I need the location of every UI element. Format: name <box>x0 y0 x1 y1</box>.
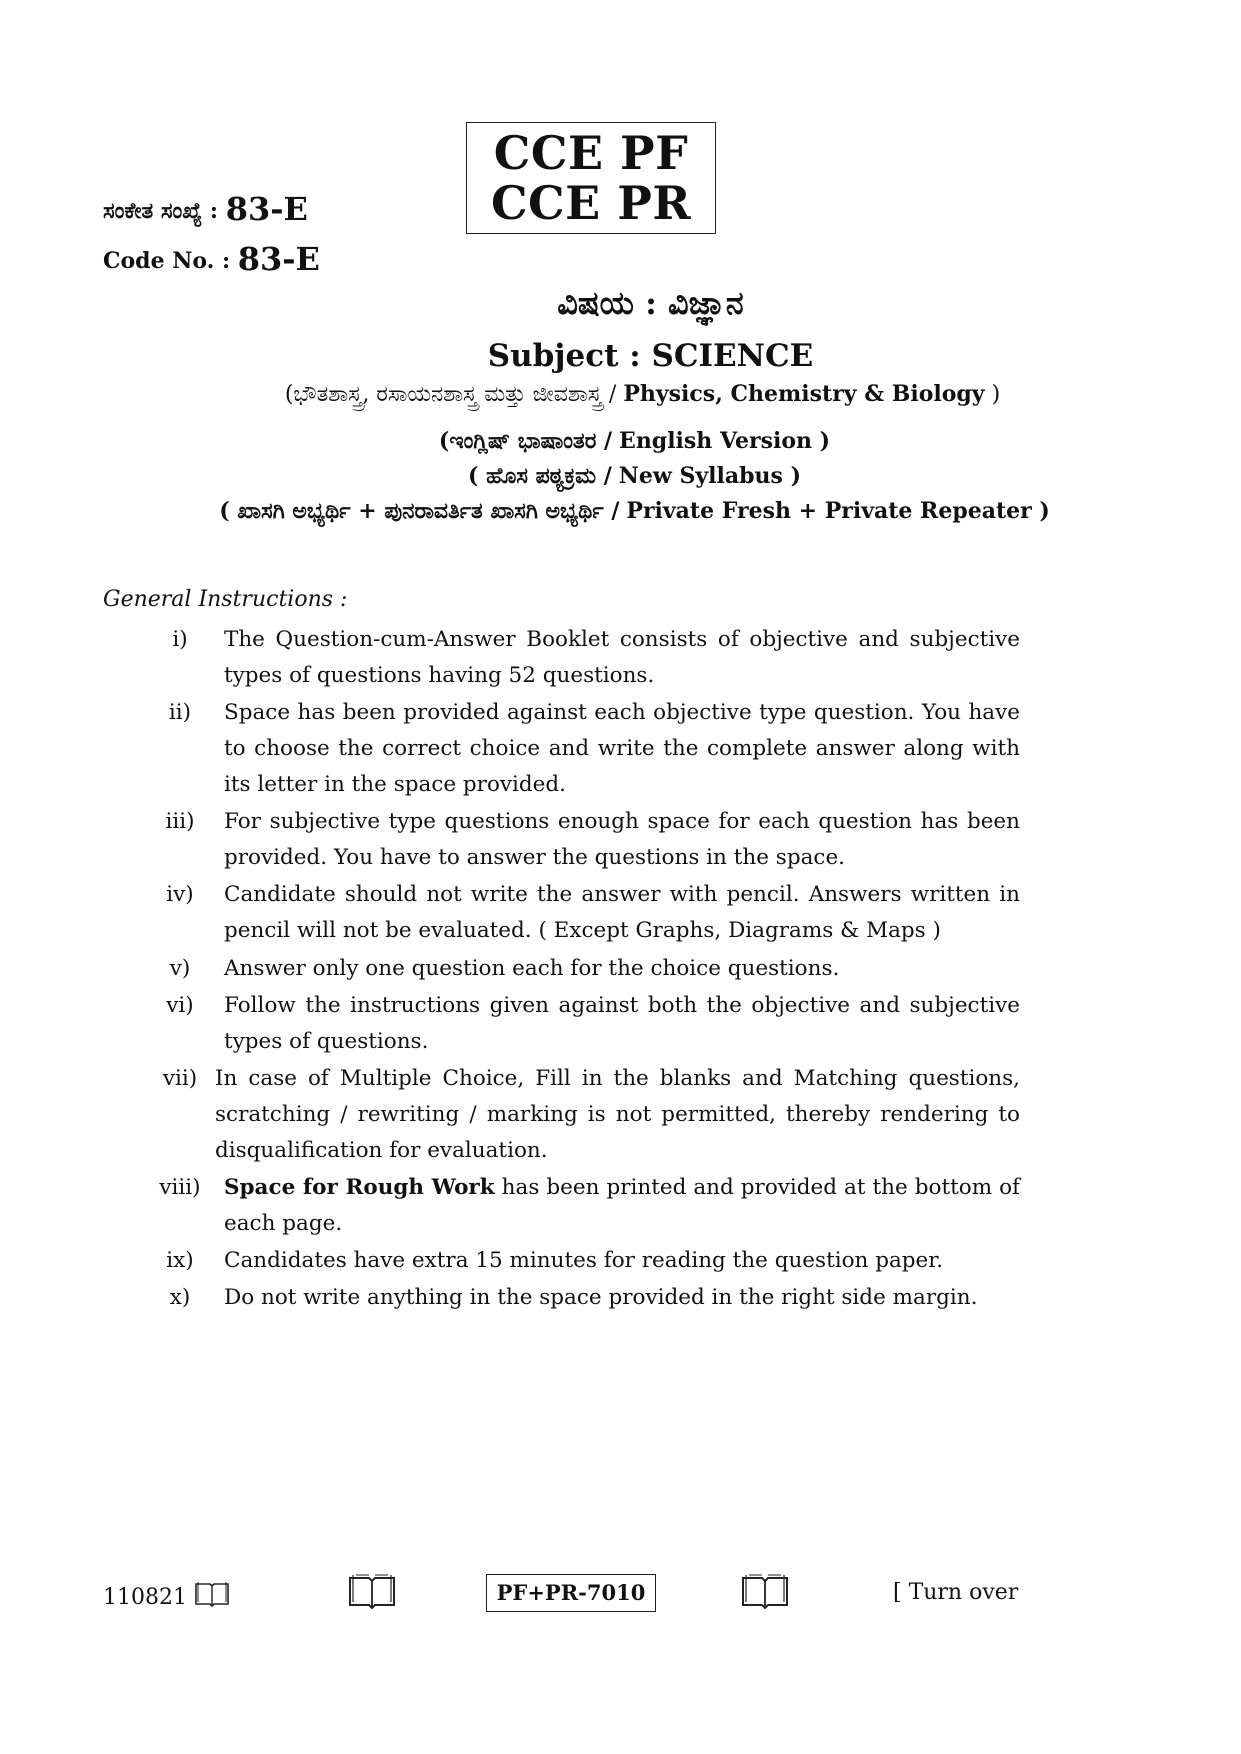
instruction-number: iii) <box>165 809 195 834</box>
instruction-text: Answer only one question each for the choice questions. <box>224 956 840 981</box>
instruction-text: Candidate should not write the answer with pencil. Answers written in pencil will not be evaluated. ( Except Graphs, Diagrams & Maps ) <box>224 882 1020 943</box>
instruction-item <box>150 1170 1020 1242</box>
instruction-text: The Question-cum-Answer Booklet consists of objective and subjective types of questions having 52 questions. <box>224 627 1020 688</box>
instruction-number: vii) <box>162 1066 198 1091</box>
instruction-number: viii) <box>159 1175 201 1200</box>
subject-branches-en: Physics, Chemistry & Biology <box>623 381 985 407</box>
sanket-line <box>103 190 308 228</box>
paper-code-box: PF+PR-7010 <box>486 1574 656 1612</box>
instruction-item <box>150 877 1020 949</box>
code-number-line <box>103 240 320 278</box>
instruction-number: iv) <box>166 882 194 907</box>
sanket-value: 83-E <box>225 190 308 228</box>
instruction-item <box>150 1243 1020 1279</box>
instruction-number: i) <box>172 627 188 652</box>
code-value: 83-E <box>237 240 320 278</box>
instruction-number: vi) <box>166 993 194 1018</box>
code-label: Code No. : <box>103 248 231 274</box>
instruction-item <box>150 1280 1020 1316</box>
syllabus-kn: ( ಹೊಸ ಪಠ್ಯಕ್ರಮ / <box>468 463 612 489</box>
book-icon <box>740 1572 790 1610</box>
footer-serial <box>103 1580 230 1610</box>
instruction-number: ix) <box>166 1248 194 1273</box>
instruction-item <box>150 622 1020 694</box>
rough-work-rest: has been printed and provided at the bottom of each page. <box>224 1175 1020 1236</box>
candidate-type-kn: ( ಖಾಸಗಿ ಅಭ್ಯರ್ಥಿ + ಪುನರಾವರ್ತಿತ ಖಾಸಗಿ ಅಭ್ಯರ್ಥಿ / <box>219 498 620 524</box>
sanket-label: ಸಂಕೇತ ಸಂಖ್ಯೆ : <box>103 198 219 224</box>
instruction-number: x) <box>169 1285 191 1310</box>
book-icon <box>194 1580 230 1608</box>
version-kn: (ಇಂಗ್ಲಿಷ್ ಭಾಷಾಂತರ / <box>438 428 613 454</box>
syllabus-line <box>0 463 1241 489</box>
candidate-type-line <box>0 498 1241 524</box>
subject-branches-kn: (ಭೌತಶಾಸ್ತ್ರ, ರಸಾಯನಶಾಸ್ತ್ರ ಮತ್ತು ಜೀವಶಾಸ್ತ್ರ / <box>284 382 617 407</box>
instruction-item <box>150 695 1020 803</box>
instruction-item <box>150 988 1020 1060</box>
instruction-text <box>224 1170 1020 1242</box>
syllabus-en: New Syllabus ) <box>618 463 801 489</box>
paper-type-box <box>466 122 716 234</box>
instruction-text: For subjective type questions enough space for each question has been provided. You have to answer the questions in the space. <box>224 809 1020 870</box>
instruction-item <box>150 1061 1020 1169</box>
instruction-text: In case of Multiple Choice, Fill in the blanks and Matching questions, scratching / rewriting / marking is not permitted, thereby rendering to disqualification for evaluation. <box>215 1066 1020 1163</box>
subject-title: Subject : SCIENCE <box>487 338 814 374</box>
instruction-item <box>150 951 1020 987</box>
version-en: English Version ) <box>619 428 831 454</box>
instruction-number: ii) <box>168 700 192 725</box>
candidate-type-en: Private Fresh + Private Repeater ) <box>626 498 1050 524</box>
instruction-text: Candidates have extra 15 minutes for reading the question paper. <box>224 1248 944 1273</box>
turn-over-note: [ Turn over <box>893 1580 1019 1605</box>
subject-kannada: ವಿಷಯ : ವಿಜ್ಞಾನ <box>557 284 744 322</box>
paper-type-line-1: CCE PF <box>493 126 689 180</box>
serial-number: 110821 <box>103 1585 187 1610</box>
rough-work-emphasis: Space for Rough Work <box>224 1175 495 1200</box>
instruction-item <box>150 804 1020 876</box>
paper-type-line-2: CCE PR <box>490 176 692 230</box>
instruction-text: Do not write anything in the space provided in the right side margin. <box>224 1285 978 1310</box>
subject-branches <box>0 381 1241 407</box>
instruction-text: Space has been provided against each objective type question. You have to choose the correct choice and write the complete answer along with its letter in the space provided. <box>224 700 1020 797</box>
version-line <box>0 428 1241 454</box>
subject-branches-close: ) <box>991 382 1001 407</box>
book-icon <box>347 1572 397 1610</box>
general-instructions-title: General Instructions : <box>103 587 348 612</box>
instruction-text: Follow the instructions given against both the objective and subjective types of questions. <box>224 993 1020 1054</box>
instruction-number: v) <box>169 956 191 981</box>
